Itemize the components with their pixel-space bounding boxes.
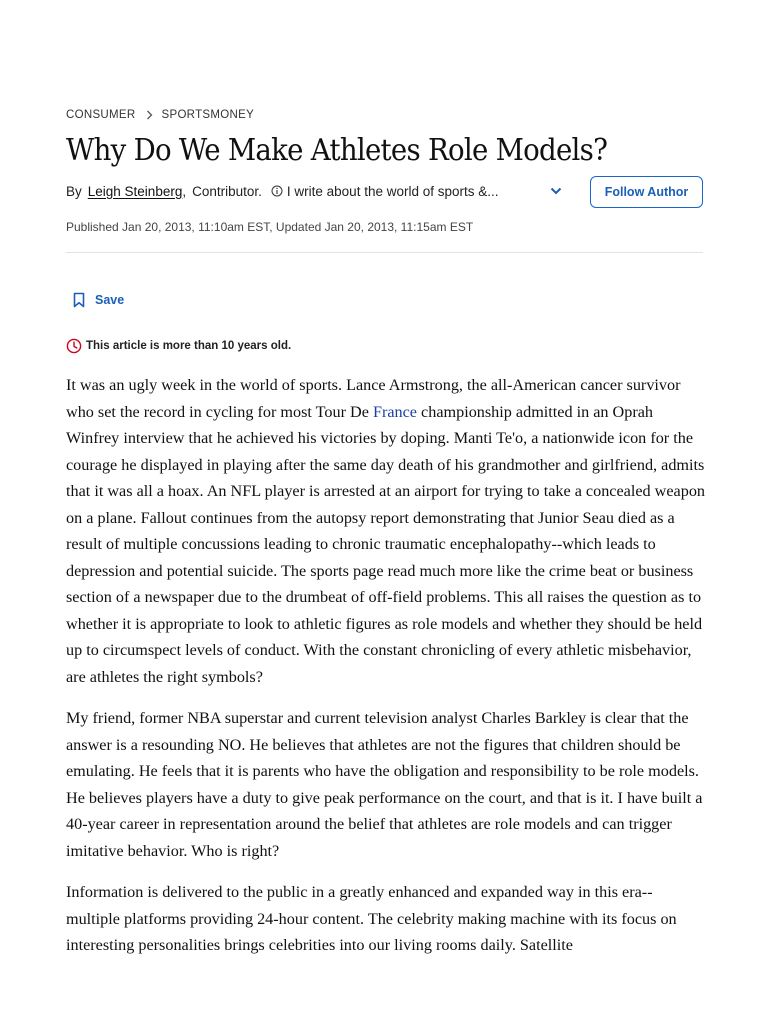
chevron-right-icon bbox=[146, 110, 153, 120]
save-button[interactable] bbox=[72, 290, 124, 310]
breadcrumb-item-sportsmoney[interactable]: SPORTSMONEY bbox=[161, 109, 255, 121]
byline-by: By bbox=[66, 183, 82, 199]
author-description: I write about the world of sports &... bbox=[286, 183, 499, 199]
france-link[interactable]: France bbox=[372, 402, 417, 421]
author-link[interactable]: Leigh Steinberg bbox=[87, 183, 183, 199]
divider bbox=[66, 252, 703, 253]
author-role: Contributor. bbox=[192, 183, 262, 199]
article-paragraph: Information is delivered to the public in a greatly enhanced and expanded way in this era--multiple platforms providing 24-hour content. The celebrity making machine with its focus on interesting personalities brings celebrities into our living rooms daily. Satellite bbox=[66, 883, 677, 954]
chevron-down-icon[interactable] bbox=[548, 183, 564, 199]
article-age-notice bbox=[66, 337, 291, 355]
clock-icon bbox=[66, 338, 82, 354]
breadcrumb bbox=[66, 107, 254, 123]
byline bbox=[66, 180, 499, 202]
bookmark-icon bbox=[72, 292, 86, 308]
article-paragraph: It was an ugly week in the world of sports. Lance Armstrong, the all-American cancer survivor who set the record in cycling for most Tour De France championship admitted in an Oprah Winfrey interview that he achieved his victories by doping. Manti Te'o, a nationwide icon for the courage he displayed in playing after the same day death of his grandmother and girlfriend, admits that it was all a hoax. An NFL player is arrested at an airport for trying to take a concealed weapon on a plane. Fallout continues from the autopsy report demonstrating that Junior Seau died as a result of multiple concussions leading to chronic traumatic encephalopathy--which leads to depression and potential suicide. The sports page read much more like the crime beat or business section of a newspaper due to the drumbeat of off-field problems. This all raises the question as to whether it is appropriate to look to athletic figures as role models and whether they should be held up to circumspect levels of conduct. With the constant chronicling of every athletic misbehavior, are athletes the right symbols? bbox=[66, 376, 706, 686]
article-title: Why Do We Make Athletes Role Models? bbox=[66, 133, 608, 168]
publish-dates: Published Jan 20, 2013, 11:10am EST, Updated Jan 20, 2013, 11:15am EST bbox=[66, 220, 474, 234]
breadcrumb-item-consumer[interactable]: CONSUMER bbox=[66, 109, 136, 121]
info-icon bbox=[271, 185, 283, 197]
article-body bbox=[66, 372, 706, 970]
save-label: Save bbox=[95, 293, 125, 307]
article-paragraph: My friend, former NBA superstar and current television analyst Charles Barkley is clear that the answer is a resounding NO. He believes that athletes are not the figures that children should be emulating. He feels that it is parents who have the obligation and responsibility to be role models. He believes players have a duty to give peak performance on the court, and that is it. I have built a 40-year career in representation around the belief that athletes are role models and can trigger imitative behavior. Who is right? bbox=[66, 709, 703, 860]
age-notice-text: This article is more than 10 years old. bbox=[86, 340, 292, 352]
byline-comma: , bbox=[182, 183, 187, 199]
follow-author-button[interactable]: Follow Author bbox=[590, 176, 703, 208]
